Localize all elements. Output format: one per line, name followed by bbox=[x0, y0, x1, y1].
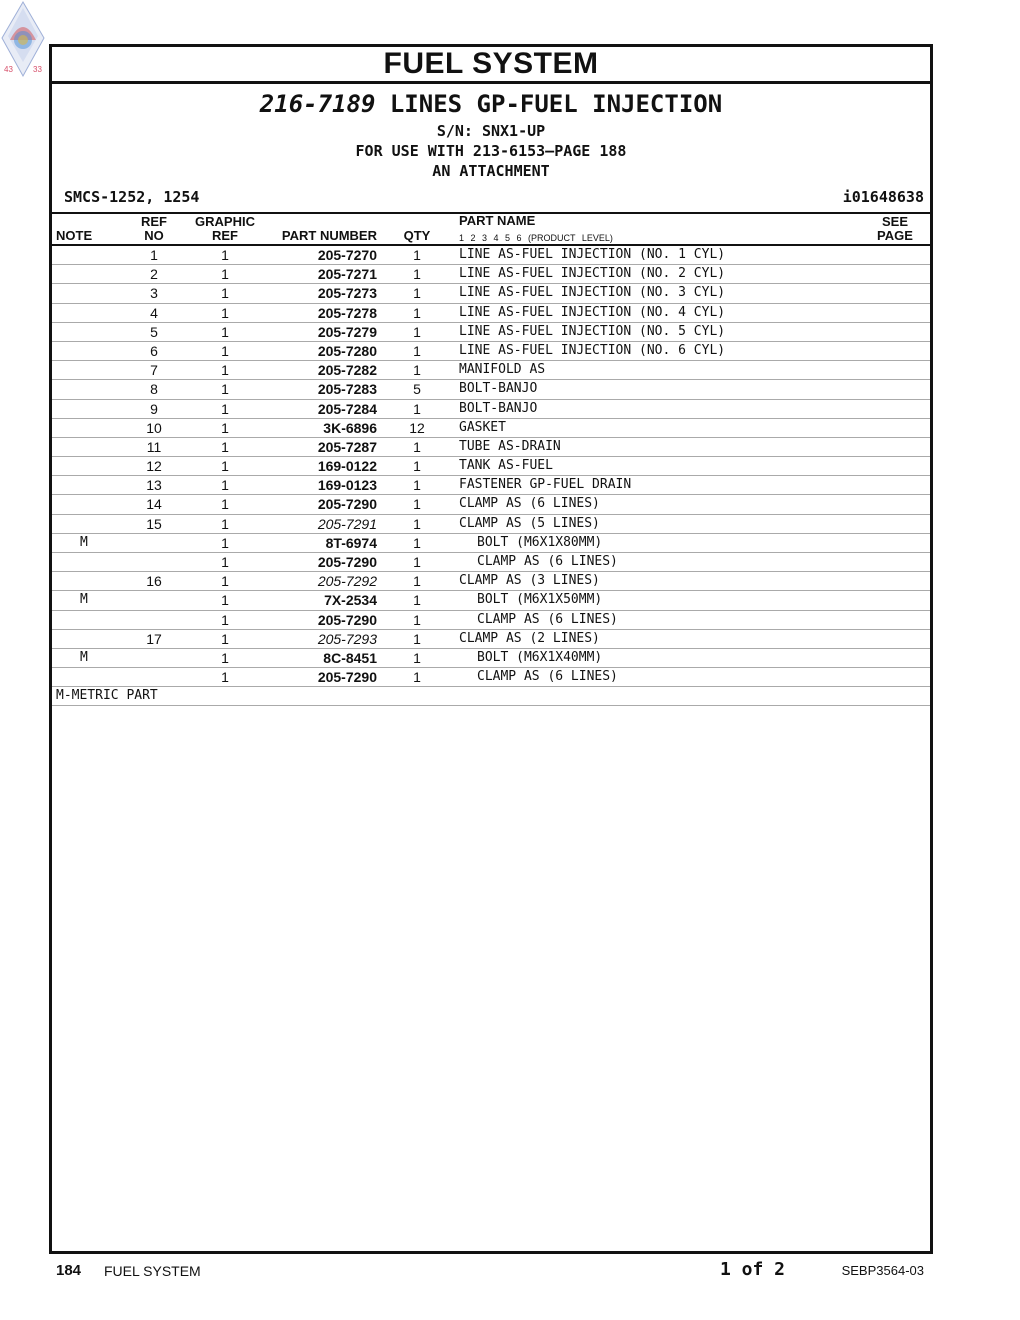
table-row bbox=[52, 342, 930, 361]
ref-no-cell: 7 bbox=[150, 362, 158, 379]
col-see-bottom: PAGE bbox=[877, 228, 913, 243]
qty-cell: 1 bbox=[413, 496, 421, 513]
logo-left-number: 43 bbox=[4, 65, 13, 74]
col-see-top: SEE bbox=[881, 214, 908, 229]
part-number-cell: 205-7287 bbox=[317, 438, 377, 455]
qty-cell: 12 bbox=[409, 419, 425, 436]
part-name-cell: TUBE AS-DRAIN bbox=[459, 438, 561, 454]
serial-number: S/N: SNX1-UP bbox=[436, 122, 546, 140]
note-cell: M bbox=[80, 649, 88, 665]
graphic-ref-cell: 1 bbox=[221, 573, 229, 590]
part-number-cell: 205-7284 bbox=[317, 400, 377, 417]
table-row bbox=[52, 515, 930, 534]
graphic-ref-cell: 1 bbox=[221, 477, 229, 494]
assembly-name: LINES GP-FUEL INJECTION bbox=[389, 90, 723, 118]
part-name-cell: BOLT (M6X1X80MM) bbox=[477, 534, 603, 550]
qty-cell: 5 bbox=[413, 381, 421, 398]
part-number-cell: 205-7292 bbox=[317, 573, 377, 590]
table-row bbox=[52, 630, 930, 649]
qty-cell: 1 bbox=[413, 285, 421, 302]
table-row bbox=[52, 611, 930, 630]
assembly-header bbox=[52, 84, 930, 214]
table-row bbox=[52, 361, 930, 380]
ref-no-cell: 9 bbox=[150, 400, 158, 417]
graphic-ref-cell: 1 bbox=[221, 342, 229, 359]
graphic-ref-cell: 1 bbox=[221, 266, 229, 283]
col-graphic-top: GRAPHIC bbox=[195, 214, 255, 229]
footnote-text: M-METRIC PART bbox=[56, 688, 158, 704]
part-number-cell: 3K-6896 bbox=[323, 419, 377, 436]
part-number-cell: 169-0123 bbox=[317, 477, 377, 494]
table-row bbox=[52, 457, 930, 476]
for-use-with: FOR USE WITH 213-6153—PAGE 188 bbox=[355, 142, 627, 160]
part-name-cell: CLAMP AS (3 LINES) bbox=[459, 573, 600, 589]
metric-footnote bbox=[52, 687, 930, 706]
table-row bbox=[52, 495, 930, 514]
parts-list-frame bbox=[49, 44, 933, 1254]
qty-cell: 1 bbox=[413, 554, 421, 570]
ref-no-cell: 4 bbox=[150, 304, 158, 321]
part-name-cell: BOLT (M6X1X40MM) bbox=[477, 649, 603, 665]
graphic-ref-cell: 1 bbox=[221, 611, 229, 628]
ref-no-cell: 1 bbox=[150, 247, 158, 263]
qty-cell: 1 bbox=[413, 630, 421, 647]
part-name-cell: LINE AS-FUEL INJECTION (NO. 2 CYL) bbox=[459, 266, 726, 282]
graphic-ref-cell: 1 bbox=[221, 247, 229, 263]
publisher-logo bbox=[0, 0, 46, 78]
table-row bbox=[52, 572, 930, 591]
ref-no-cell: 11 bbox=[146, 438, 162, 455]
part-number-cell: 205-7273 bbox=[317, 285, 377, 302]
part-name-cell: LINE AS-FUEL INJECTION (NO. 6 CYL) bbox=[459, 342, 726, 358]
col-ref-top: REF bbox=[141, 214, 167, 229]
part-number-cell: 205-7290 bbox=[317, 554, 377, 570]
document-id: SEBP3564-03 bbox=[841, 1263, 924, 1278]
page-footer bbox=[0, 1259, 1020, 1282]
logo-emblem-icon bbox=[0, 0, 46, 78]
ref-no-cell: 12 bbox=[146, 458, 162, 475]
table-row bbox=[52, 553, 930, 572]
section-title: FUEL SYSTEM bbox=[52, 47, 930, 84]
qty-cell: 1 bbox=[413, 400, 421, 417]
table-row bbox=[52, 534, 930, 553]
part-number-cell: 205-7278 bbox=[317, 304, 377, 321]
part-number-cell: 205-7290 bbox=[317, 669, 377, 686]
table-row bbox=[52, 284, 930, 303]
part-number-cell: 205-7282 bbox=[317, 362, 377, 379]
assembly-title bbox=[52, 90, 930, 118]
part-name-cell: CLAMP AS (5 LINES) bbox=[459, 515, 600, 531]
qty-cell: 1 bbox=[413, 611, 421, 628]
part-name-cell: CLAMP AS (6 LINES) bbox=[477, 554, 618, 569]
ref-no-cell: 13 bbox=[146, 477, 162, 494]
part-name-cell: CLAMP AS (6 LINES) bbox=[477, 669, 618, 685]
ref-no-cell: 3 bbox=[150, 285, 158, 302]
table-row bbox=[52, 265, 930, 284]
qty-cell: 1 bbox=[413, 669, 421, 686]
part-number-cell: 169-0122 bbox=[317, 458, 377, 475]
page-of: 1 of 2 bbox=[720, 1259, 786, 1280]
ref-no-cell: 17 bbox=[146, 630, 162, 647]
qty-cell: 1 bbox=[413, 342, 421, 359]
table-row bbox=[52, 380, 930, 399]
ref-no-cell: 8 bbox=[150, 381, 158, 398]
part-name-cell: CLAMP AS (6 LINES) bbox=[477, 611, 618, 627]
part-number-cell: 205-7291 bbox=[317, 515, 377, 532]
graphic-ref-cell: 1 bbox=[221, 669, 229, 686]
col-note: NOTE bbox=[56, 228, 93, 243]
graphic-ref-cell: 1 bbox=[221, 285, 229, 302]
col-part-name: PART NAME bbox=[459, 213, 536, 228]
part-number-cell: 205-7290 bbox=[317, 611, 377, 628]
graphic-ref-cell: 1 bbox=[221, 630, 229, 647]
qty-cell: 1 bbox=[413, 247, 421, 263]
table-row bbox=[52, 246, 930, 265]
part-number-cell: 205-7283 bbox=[317, 381, 377, 398]
graphic-ref-cell: 1 bbox=[221, 515, 229, 532]
part-number-cell: 205-7271 bbox=[317, 266, 377, 283]
graphic-ref-cell: 1 bbox=[221, 554, 229, 570]
qty-cell: 1 bbox=[413, 573, 421, 590]
graphic-ref-cell: 1 bbox=[221, 534, 229, 551]
qty-cell: 1 bbox=[413, 649, 421, 666]
table-row bbox=[52, 304, 930, 323]
ref-no-cell: 14 bbox=[146, 496, 162, 513]
qty-cell: 1 bbox=[413, 362, 421, 379]
part-number-cell: 8T-6974 bbox=[325, 534, 377, 551]
part-number-cell: 7X-2534 bbox=[324, 592, 377, 609]
part-name-cell: LINE AS-FUEL INJECTION (NO. 5 CYL) bbox=[459, 323, 726, 339]
graphic-ref-cell: 1 bbox=[221, 381, 229, 398]
part-name-cell: CLAMP AS (2 LINES) bbox=[459, 630, 600, 646]
table-row bbox=[52, 323, 930, 342]
graphic-ref-cell: 1 bbox=[221, 304, 229, 321]
table-row bbox=[52, 591, 930, 610]
qty-cell: 1 bbox=[413, 534, 421, 551]
part-name-cell: TANK AS-FUEL bbox=[459, 458, 553, 474]
ref-no-cell: 6 bbox=[150, 342, 158, 359]
part-name-cell: BOLT-BANJO bbox=[459, 400, 538, 416]
graphic-ref-cell: 1 bbox=[221, 438, 229, 455]
col-graphic-bottom: REF bbox=[212, 228, 238, 243]
part-number-cell: 205-7280 bbox=[317, 342, 377, 359]
part-name-cell: FASTENER GP-FUEL DRAIN bbox=[459, 477, 632, 493]
logo-right-number: 33 bbox=[33, 65, 42, 74]
part-name-cell: LINE AS-FUEL INJECTION (NO. 3 CYL) bbox=[459, 285, 726, 301]
ref-no-cell: 15 bbox=[146, 515, 162, 532]
col-product-levels: 1 2 3 4 5 6 (PRODUCT LEVEL) bbox=[459, 233, 613, 243]
table-row bbox=[52, 668, 930, 687]
part-name-cell: LINE AS-FUEL INJECTION (NO. 4 CYL) bbox=[459, 304, 726, 320]
part-number-cell: 205-7270 bbox=[317, 247, 377, 263]
ref-no-cell: 2 bbox=[150, 266, 158, 283]
part-number-cell: 205-7290 bbox=[317, 496, 377, 513]
qty-cell: 1 bbox=[413, 592, 421, 609]
part-number-cell: 8C-8451 bbox=[323, 649, 377, 666]
graphic-ref-cell: 1 bbox=[221, 496, 229, 513]
smcs-codes: SMCS-1252, 1254 bbox=[64, 188, 200, 206]
qty-cell: 1 bbox=[413, 477, 421, 494]
graphic-ref-cell: 1 bbox=[221, 323, 229, 340]
ref-no-cell: 16 bbox=[146, 573, 162, 590]
qty-cell: 1 bbox=[413, 438, 421, 455]
col-qty: QTY bbox=[403, 228, 431, 243]
table-row bbox=[52, 476, 930, 495]
part-number-cell: 205-7293 bbox=[317, 630, 377, 647]
table-row bbox=[52, 438, 930, 457]
column-headers bbox=[52, 214, 930, 246]
qty-cell: 1 bbox=[413, 458, 421, 475]
table-row bbox=[52, 649, 930, 668]
note-cell: M bbox=[80, 534, 88, 550]
footer-section: FUEL SYSTEM bbox=[104, 1263, 201, 1279]
qty-cell: 1 bbox=[413, 515, 421, 532]
qty-cell: 1 bbox=[413, 266, 421, 283]
attachment-label: AN ATTACHMENT bbox=[432, 162, 550, 180]
ref-no-cell: 10 bbox=[146, 419, 162, 436]
graphic-ref-cell: 1 bbox=[221, 362, 229, 379]
part-number-cell: 205-7279 bbox=[317, 323, 377, 340]
illustration-id: i01648638 bbox=[842, 188, 924, 206]
note-cell: M bbox=[80, 592, 88, 608]
page-number: 184 bbox=[56, 1262, 82, 1279]
table-row bbox=[52, 419, 930, 438]
part-name-cell: LINE AS-FUEL INJECTION (NO. 1 CYL) bbox=[459, 247, 726, 262]
graphic-ref-cell: 1 bbox=[221, 419, 229, 436]
ref-no-cell: 5 bbox=[150, 323, 158, 340]
graphic-ref-cell: 1 bbox=[221, 400, 229, 417]
part-name-cell: GASKET bbox=[459, 419, 506, 435]
col-ref-bottom: NO bbox=[144, 228, 164, 243]
qty-cell: 1 bbox=[413, 323, 421, 340]
graphic-ref-cell: 1 bbox=[221, 458, 229, 475]
parts-table bbox=[52, 246, 930, 687]
qty-cell: 1 bbox=[413, 304, 421, 321]
part-name-cell: CLAMP AS (6 LINES) bbox=[459, 496, 600, 512]
part-name-cell: BOLT-BANJO bbox=[459, 381, 538, 397]
graphic-ref-cell: 1 bbox=[221, 649, 229, 666]
assembly-number: 216-7189 bbox=[259, 90, 376, 118]
table-row bbox=[52, 400, 930, 419]
part-name-cell: MANIFOLD AS bbox=[459, 362, 546, 378]
part-name-cell: BOLT (M6X1X50MM) bbox=[477, 592, 603, 608]
col-part-number: PART NUMBER bbox=[281, 228, 377, 243]
graphic-ref-cell: 1 bbox=[221, 592, 229, 609]
